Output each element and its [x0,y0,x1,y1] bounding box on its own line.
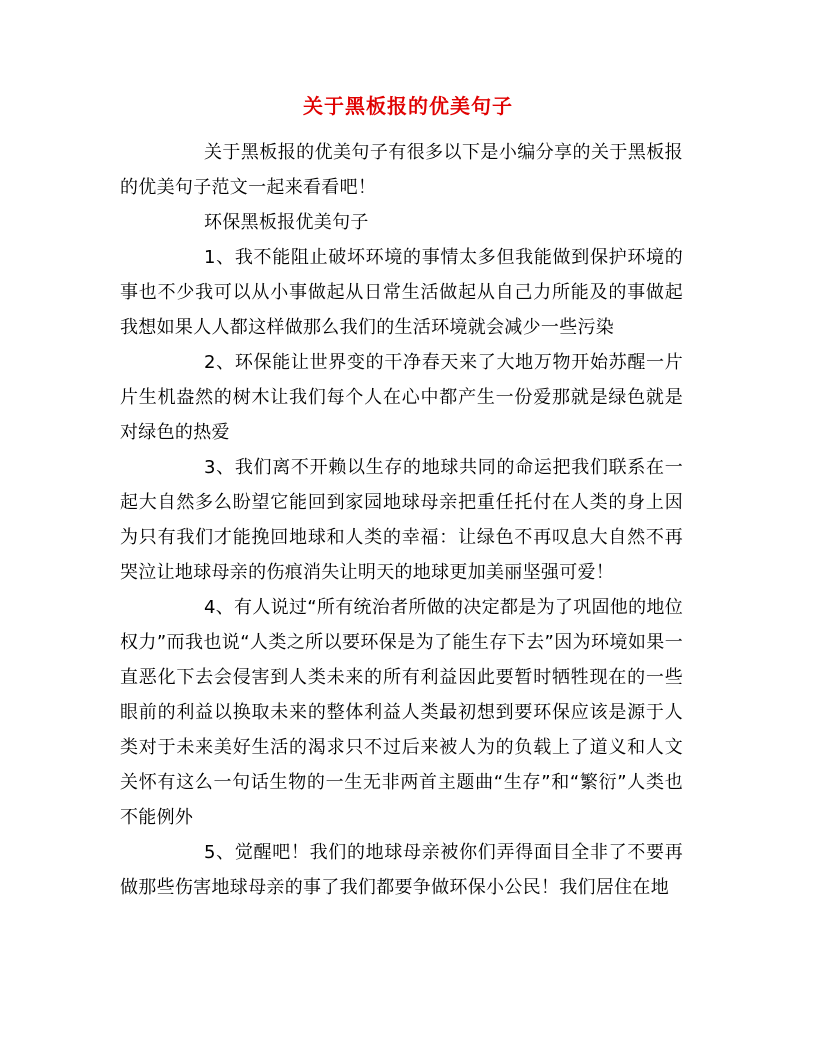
paragraph-1: 1、我不能阻止破坏环境的事情太多但我能做到保护环境的事也不少我可以从小事做起从日常生活做起从自己力所能及的事做起我想如果人人都这样做那么我们的生活环境就会减少一些污染 [120,247,683,338]
document-body [120,135,683,905]
section-heading: 环保黑板报优美句子 [204,212,369,233]
intro-paragraph: 关于黑板报的优美句子有很多以下是小编分享的关于黑板报的优美句子范文一起来看看吧！ [120,142,683,198]
paragraph-5: 5、觉醒吧！我们的地球母亲被你们弄得面目全非了不要再做那些伤害地球母亲的事了我们都要争做环保小公民！我们居住在地 [120,842,683,898]
paragraph-4: 4、有人说过“所有统治者所做的决定都是为了巩固他的地位权力”而我也说“人类之所以要环保是为了能生存下去”因为环境如果一直恶化下去会侵害到人类未来的所有利益因此要暂时牺牲现在的一些眼前的利益以换取未来的整体利益人类最初想到要环保应该是源于人类对于未来美好生活的渴求只不过后来被人为的负载上了道义和人文关怀有这么一句话生物的一生无非两首主题曲“生存”和“繁衍”人类也不能例外 [120,597,683,828]
paragraph-2: 2、环保能让世界变的干净春天来了大地万物开始苏醒一片片生机盎然的树木让我们每个人在心中都产生一份爱那就是绿色就是对绿色的热爱 [120,352,683,443]
paragraph-3: 3、我们离不开赖以生存的地球共同的命运把我们联系在一起大自然多么盼望它能回到家园地球母亲把重任托付在人类的身上因为只有我们才能挽回地球和人类的幸福：让绿色不再叹息大自然不再哭泣让地球母亲的伤痕消失让明天的地球更加美丽坚强可爱！ [120,457,683,583]
document-title: 关于黑板报的优美句子 [303,94,513,118]
